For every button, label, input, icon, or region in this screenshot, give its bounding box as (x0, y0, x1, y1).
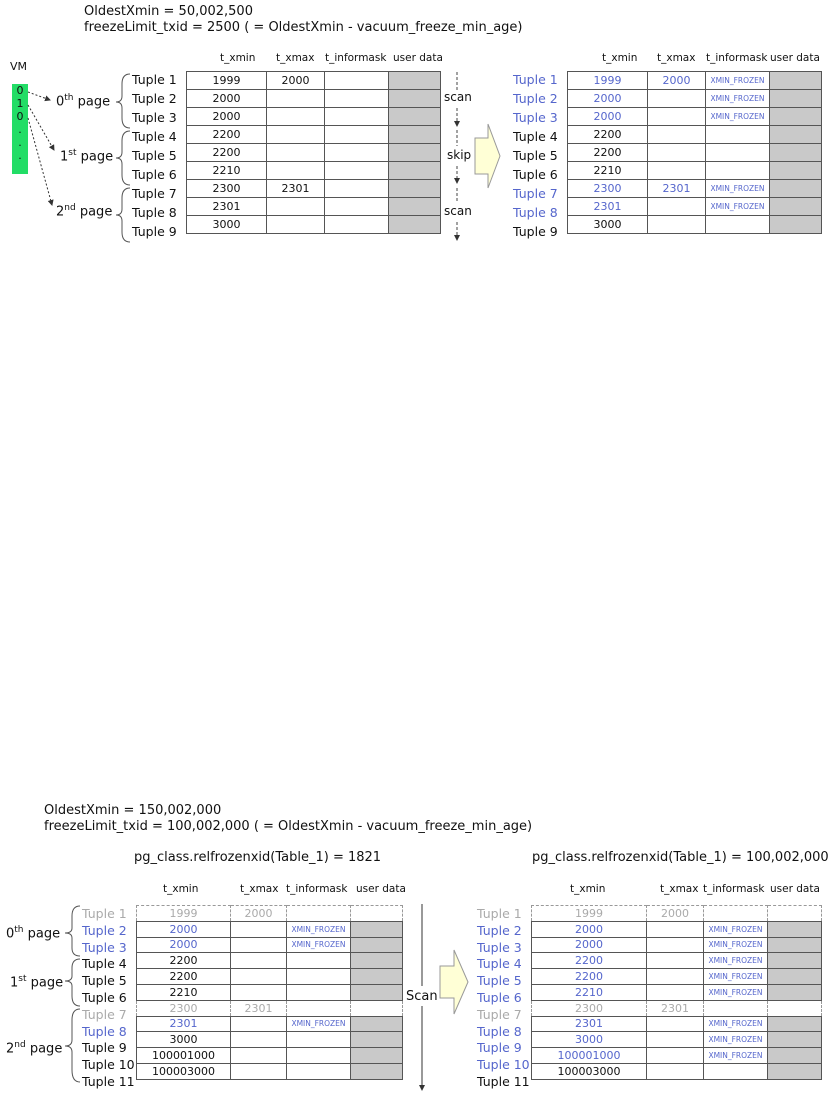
cell-informask (325, 108, 389, 126)
tuple-row (137, 969, 403, 985)
tuple-label: Tuple 4 (513, 129, 558, 144)
tuple-row (137, 1032, 403, 1048)
cell-informask (287, 1000, 351, 1016)
tuple-label: Tuple 7 (82, 1006, 127, 1022)
cell-xmin: 1999 (532, 906, 647, 922)
col-header-informask-after: t_informask (706, 52, 768, 64)
tuple-row (532, 1016, 822, 1032)
cell-user-data (351, 1063, 403, 1079)
cell-xmax (231, 1016, 287, 1032)
cell-user-data (351, 984, 403, 1000)
cell-user-data (768, 984, 822, 1000)
cell-informask: XMIN_FROZEN (704, 953, 768, 969)
tuple-row (568, 198, 822, 216)
cell-xmin: 2000 (137, 921, 231, 937)
b-col-header-informask: t_informask (286, 883, 348, 895)
cell-xmax (231, 1063, 287, 1079)
cell-informask: XMIN_FROZEN (287, 937, 351, 953)
cell-xmin: 2200 (137, 953, 231, 969)
tuple-label: Tuple 5 (132, 148, 177, 163)
oldest-xmin-top: OldestXmin = 50,002,500 (84, 4, 253, 19)
tuple-row (532, 953, 822, 969)
tuple-row (532, 984, 822, 1000)
tuple-row (137, 921, 403, 937)
cell-informask (706, 144, 770, 162)
page-0-label: 0th page (56, 93, 111, 110)
cell-user-data (770, 162, 822, 180)
cell-xmin: 100001000 (532, 1048, 647, 1064)
tuple-row (137, 984, 403, 1000)
cell-xmin: 2200 (137, 969, 231, 985)
cell-user-data (768, 1000, 822, 1016)
cell-xmin: 2210 (137, 984, 231, 1000)
tuple-row (187, 72, 441, 90)
page-2-label: 2nd page (56, 203, 113, 220)
cell-xmax (648, 108, 706, 126)
tuple-row (137, 1016, 403, 1032)
cell-xmin: 100001000 (137, 1048, 231, 1064)
cell-user-data (768, 906, 822, 922)
cell-informask: XMIN_FROZEN (706, 108, 770, 126)
tuple-row (568, 72, 822, 90)
cell-xmin: 1999 (137, 906, 231, 922)
tuple-row (137, 1000, 403, 1016)
tuple-label: Tuple 6 (513, 167, 558, 182)
cell-informask (287, 906, 351, 922)
tuple-label: Tuple 2 (477, 922, 522, 938)
tuple-row (532, 937, 822, 953)
tuple-row (568, 180, 822, 198)
b-page-1-label: 1st page (10, 974, 64, 991)
relfrozenxid-after: pg_class.relfrozenxid(Table_1) = 100,002,000 (532, 850, 829, 865)
tuple-row (568, 108, 822, 126)
col-header-xmin-after: t_xmin (602, 52, 638, 64)
cell-informask (706, 126, 770, 144)
tuple-table-top-before (186, 71, 441, 234)
cell-user-data (770, 216, 822, 234)
cell-xmin: 100003000 (532, 1063, 647, 1079)
cell-informask (325, 162, 389, 180)
cell-informask: XMIN_FROZEN (704, 937, 768, 953)
tuple-label: Tuple 8 (477, 1023, 522, 1039)
cell-xmin: 2300 (137, 1000, 231, 1016)
tuple-row (187, 162, 441, 180)
b-col-header-xmin: t_xmin (163, 883, 199, 895)
cell-xmax (648, 216, 706, 234)
cell-xmax (267, 90, 325, 108)
tuple-row (568, 90, 822, 108)
tuple-row (137, 953, 403, 969)
tuple-label: Tuple 2 (82, 922, 127, 938)
tuple-label: Tuple 9 (82, 1040, 127, 1056)
cell-xmin: 2301 (532, 1016, 647, 1032)
cell-informask (706, 162, 770, 180)
cell-xmax (647, 1016, 704, 1032)
tuple-label: Tuple 8 (82, 1023, 127, 1039)
cell-user-data (770, 126, 822, 144)
vm-bit-0: 0 (16, 84, 24, 97)
cell-user-data (389, 198, 441, 216)
tuple-label: Tuple 5 (477, 973, 522, 989)
vm-bit-5: . (18, 149, 22, 162)
action-scan-2: scan (444, 204, 472, 218)
cell-user-data (351, 969, 403, 985)
tuple-row (532, 1000, 822, 1016)
cell-user-data (770, 144, 822, 162)
cell-user-data (768, 969, 822, 985)
tuple-label: Tuple 10 (477, 1057, 530, 1073)
vm-arrow-2 (28, 118, 52, 205)
cell-informask (287, 953, 351, 969)
cell-xmax (231, 1048, 287, 1064)
cell-xmin: 1999 (187, 72, 267, 90)
cell-informask (287, 984, 351, 1000)
cell-xmin: 2300 (532, 1000, 647, 1016)
col-header-userdata: user data (393, 52, 443, 64)
tuple-label: Tuple 2 (513, 91, 558, 106)
tuple-label: Tuple 6 (477, 990, 522, 1005)
cell-xmin: 2210 (532, 984, 647, 1000)
cell-user-data (768, 1032, 822, 1048)
cell-xmax: 2301 (647, 1000, 704, 1016)
cell-user-data (389, 90, 441, 108)
col-header-xmax-after: t_xmax (657, 52, 696, 64)
cell-user-data (389, 162, 441, 180)
cell-xmin: 3000 (568, 216, 648, 234)
cell-informask (325, 72, 389, 90)
tuple-label: Tuple 3 (513, 110, 558, 125)
tuple-row (137, 906, 403, 922)
tuple-label: Tuple 1 (82, 906, 127, 921)
cell-user-data (768, 1048, 822, 1064)
cell-xmin: 3000 (187, 216, 267, 234)
cell-xmax (267, 126, 325, 144)
cell-informask (706, 216, 770, 234)
tuple-label: Tuple 1 (513, 72, 558, 87)
vm-arrow-0 (28, 92, 50, 100)
cell-xmin: 2200 (532, 953, 647, 969)
tuple-row (187, 198, 441, 216)
action-scan-0: scan (444, 90, 472, 104)
cell-xmax (267, 198, 325, 216)
cell-informask: XMIN_FROZEN (704, 1016, 768, 1032)
tuple-label: Tuple 3 (132, 110, 177, 125)
tuple-label: Tuple 1 (132, 72, 177, 87)
oldest-xmin-bottom: OldestXmin = 150,002,000 (44, 803, 222, 818)
cell-user-data (351, 1016, 403, 1032)
cell-informask: XMIN_FROZEN (704, 1032, 768, 1048)
cell-xmin: 2301 (568, 198, 648, 216)
action-scan-bottom: Scan (406, 989, 438, 1004)
freeze-limit-top: freezeLimit_txid = 2500 ( = OldestXmin - vacuum_freeze_min_age) (84, 20, 523, 35)
cell-xmax (267, 144, 325, 162)
tuple-row (137, 1048, 403, 1064)
cell-xmax (231, 937, 287, 953)
cell-xmax (647, 1048, 704, 1064)
tuple-label: Tuple 11 (82, 1074, 135, 1089)
cell-xmin: 2200 (187, 126, 267, 144)
cell-informask: XMIN_FROZEN (706, 90, 770, 108)
tuple-label: Tuple 4 (82, 956, 127, 972)
tuple-row (532, 1048, 822, 1064)
cell-xmax: 2000 (231, 906, 287, 922)
cell-xmin: 2200 (568, 144, 648, 162)
vm-bit-2: 0 (16, 110, 24, 123)
tuple-row (187, 90, 441, 108)
cell-xmin: 2000 (137, 937, 231, 953)
cell-informask: XMIN_FROZEN (704, 921, 768, 937)
brace-page-2 (116, 188, 130, 242)
cell-user-data (770, 108, 822, 126)
cell-xmax: 2301 (267, 180, 325, 198)
cell-xmax (267, 216, 325, 234)
cell-xmax (647, 1032, 704, 1048)
col-header-xmax: t_xmax (276, 52, 315, 64)
cell-informask: XMIN_FROZEN (287, 1016, 351, 1032)
cell-user-data (389, 72, 441, 90)
vm-label: VM (10, 60, 28, 73)
cell-informask (287, 1063, 351, 1079)
tuple-row (568, 144, 822, 162)
tuple-row (532, 1063, 822, 1079)
b-page-2-label: 2nd page (6, 1040, 63, 1057)
cell-xmax (231, 969, 287, 985)
cell-user-data (351, 1032, 403, 1048)
cell-xmin: 2200 (187, 144, 267, 162)
cell-xmin: 2300 (187, 180, 267, 198)
b-col-header-userdata-after: user data (770, 883, 820, 895)
cell-xmax: 2301 (648, 180, 706, 198)
cell-informask (325, 90, 389, 108)
cell-xmax (648, 162, 706, 180)
b-col-header-xmin-after: t_xmin (570, 883, 606, 895)
tuple-row (568, 126, 822, 144)
cell-xmin: 2210 (187, 162, 267, 180)
cell-informask (287, 969, 351, 985)
tuple-row (532, 1032, 822, 1048)
cell-xmax (648, 126, 706, 144)
cell-xmax (267, 108, 325, 126)
tuple-table-bottom-before (136, 905, 403, 1080)
cell-user-data (351, 953, 403, 969)
cell-xmin: 1999 (568, 72, 648, 90)
cell-informask (325, 216, 389, 234)
tuple-label: Tuple 9 (132, 224, 177, 239)
vm-bit-4: . (18, 136, 22, 149)
b-col-header-xmax: t_xmax (240, 883, 279, 895)
cell-xmin: 2000 (532, 937, 647, 953)
tuple-label: Tuple 11 (477, 1074, 530, 1089)
cell-user-data (351, 906, 403, 922)
cell-xmax (647, 937, 704, 953)
tuple-row (187, 108, 441, 126)
tuple-label: Tuple 5 (513, 148, 558, 163)
tuple-label: Tuple 4 (132, 129, 177, 144)
cell-user-data (768, 1063, 822, 1079)
b-brace-page-2 (65, 1009, 80, 1082)
tuple-row (532, 921, 822, 937)
freeze-limit-bottom: freezeLimit_txid = 100,002,000 ( = OldestXmin - vacuum_freeze_min_age) (44, 819, 533, 834)
cell-informask (287, 1032, 351, 1048)
vm-bit-3: . (18, 123, 22, 136)
cell-xmin: 100003000 (137, 1063, 231, 1079)
tuple-row (187, 144, 441, 162)
action-skip: skip (447, 148, 472, 162)
cell-xmax (647, 953, 704, 969)
tuple-label: Tuple 5 (82, 973, 127, 989)
tuple-table-bottom-after (531, 905, 822, 1080)
cell-informask: XMIN_FROZEN (706, 72, 770, 90)
cell-xmax (231, 953, 287, 969)
cell-informask: XMIN_FROZEN (704, 1048, 768, 1064)
cell-xmax: 2000 (647, 906, 704, 922)
cell-informask (325, 126, 389, 144)
cell-xmin: 2301 (187, 198, 267, 216)
tuple-label: Tuple 3 (477, 939, 522, 955)
cell-xmax (647, 921, 704, 937)
cell-xmin: 3000 (532, 1032, 647, 1048)
cell-xmin: 2000 (568, 108, 648, 126)
brace-page-1 (116, 131, 130, 185)
cell-xmax (647, 969, 704, 985)
cell-xmax: 2000 (267, 72, 325, 90)
cell-informask (287, 1048, 351, 1064)
cell-informask (325, 144, 389, 162)
cell-user-data (768, 937, 822, 953)
cell-user-data (768, 921, 822, 937)
cell-user-data (389, 126, 441, 144)
cell-informask: XMIN_FROZEN (287, 921, 351, 937)
col-header-xmin: t_xmin (220, 52, 256, 64)
tuple-label: Tuple 6 (132, 167, 177, 182)
tuple-row (568, 162, 822, 180)
tuple-label: Tuple 4 (477, 956, 522, 972)
tuple-label: Tuple 8 (513, 205, 558, 220)
cell-informask: XMIN_FROZEN (706, 180, 770, 198)
tuple-row (532, 906, 822, 922)
tuple-row (187, 216, 441, 234)
cell-xmax (648, 144, 706, 162)
brace-page-0 (116, 74, 130, 128)
cell-informask: XMIN_FROZEN (704, 969, 768, 985)
tuple-label: Tuple 7 (477, 1006, 522, 1022)
col-header-informask: t_informask (325, 52, 387, 64)
cell-informask: XMIN_FROZEN (706, 198, 770, 216)
tuple-row (137, 937, 403, 953)
cell-xmax (231, 1032, 287, 1048)
b-brace-page-0 (65, 906, 80, 956)
cell-user-data (389, 180, 441, 198)
transform-arrow-top (475, 124, 500, 188)
cell-xmin: 2000 (187, 90, 267, 108)
cell-xmax: 2000 (648, 72, 706, 90)
cell-xmax (648, 198, 706, 216)
cell-user-data (351, 1048, 403, 1064)
cell-informask (704, 906, 768, 922)
cell-xmin: 2200 (532, 969, 647, 985)
cell-user-data (770, 72, 822, 90)
tuple-label: Tuple 7 (513, 186, 558, 201)
tuple-label: Tuple 7 (132, 186, 177, 201)
tuple-label: Tuple 9 (477, 1040, 522, 1056)
cell-user-data (351, 1000, 403, 1016)
cell-xmax (231, 921, 287, 937)
cell-informask (704, 1000, 768, 1016)
cell-xmin: 2000 (568, 90, 648, 108)
tuple-table-top-after (567, 71, 822, 234)
b-col-header-xmax-after: t_xmax (660, 883, 699, 895)
cell-xmax (231, 984, 287, 1000)
cell-xmax (267, 162, 325, 180)
transform-arrow-bottom (440, 950, 468, 1014)
cell-user-data (770, 198, 822, 216)
tuple-label: Tuple 3 (82, 939, 127, 955)
tuple-row (187, 180, 441, 198)
tuple-row (532, 969, 822, 985)
cell-xmax (647, 984, 704, 1000)
vm-arrow-1 (28, 105, 54, 150)
tuple-label: Tuple 10 (82, 1057, 135, 1073)
cell-xmin: 2300 (568, 180, 648, 198)
cell-informask: XMIN_FROZEN (704, 984, 768, 1000)
cell-user-data (770, 180, 822, 198)
cell-xmin: 2200 (568, 126, 648, 144)
tuple-row (187, 126, 441, 144)
cell-xmax: 2301 (231, 1000, 287, 1016)
cell-user-data (351, 937, 403, 953)
cell-xmin: 2000 (187, 108, 267, 126)
vm-bit-1: 1 (16, 97, 24, 110)
relfrozenxid-before: pg_class.relfrozenxid(Table_1) = 1821 (134, 850, 382, 865)
cell-xmin: 2301 (137, 1016, 231, 1032)
tuple-label: Tuple 2 (132, 91, 177, 106)
tuple-label: Tuple 1 (477, 906, 522, 921)
b-page-0-label: 0th page (6, 925, 61, 942)
cell-user-data (351, 921, 403, 937)
cell-informask (325, 180, 389, 198)
tuple-label: Tuple 8 (132, 205, 177, 220)
cell-xmin: 2210 (568, 162, 648, 180)
tuple-row (137, 1063, 403, 1079)
cell-informask (325, 198, 389, 216)
tuple-row (568, 216, 822, 234)
tuple-label: Tuple 6 (82, 990, 127, 1005)
cell-user-data (768, 953, 822, 969)
cell-xmax (647, 1063, 704, 1079)
cell-user-data (389, 108, 441, 126)
b-col-header-informask-after: t_informask (703, 883, 765, 895)
tuple-label: Tuple 9 (513, 224, 558, 239)
cell-user-data (768, 1016, 822, 1032)
page-1-label: 1st page (60, 148, 114, 165)
cell-user-data (389, 144, 441, 162)
cell-xmin: 2000 (532, 921, 647, 937)
b-col-header-userdata: user data (356, 883, 406, 895)
cell-user-data (389, 216, 441, 234)
b-brace-page-1 (65, 959, 80, 1006)
cell-informask (704, 1063, 768, 1079)
col-header-userdata-after: user data (770, 52, 820, 64)
cell-xmax (648, 90, 706, 108)
cell-xmin: 3000 (137, 1032, 231, 1048)
cell-user-data (770, 90, 822, 108)
